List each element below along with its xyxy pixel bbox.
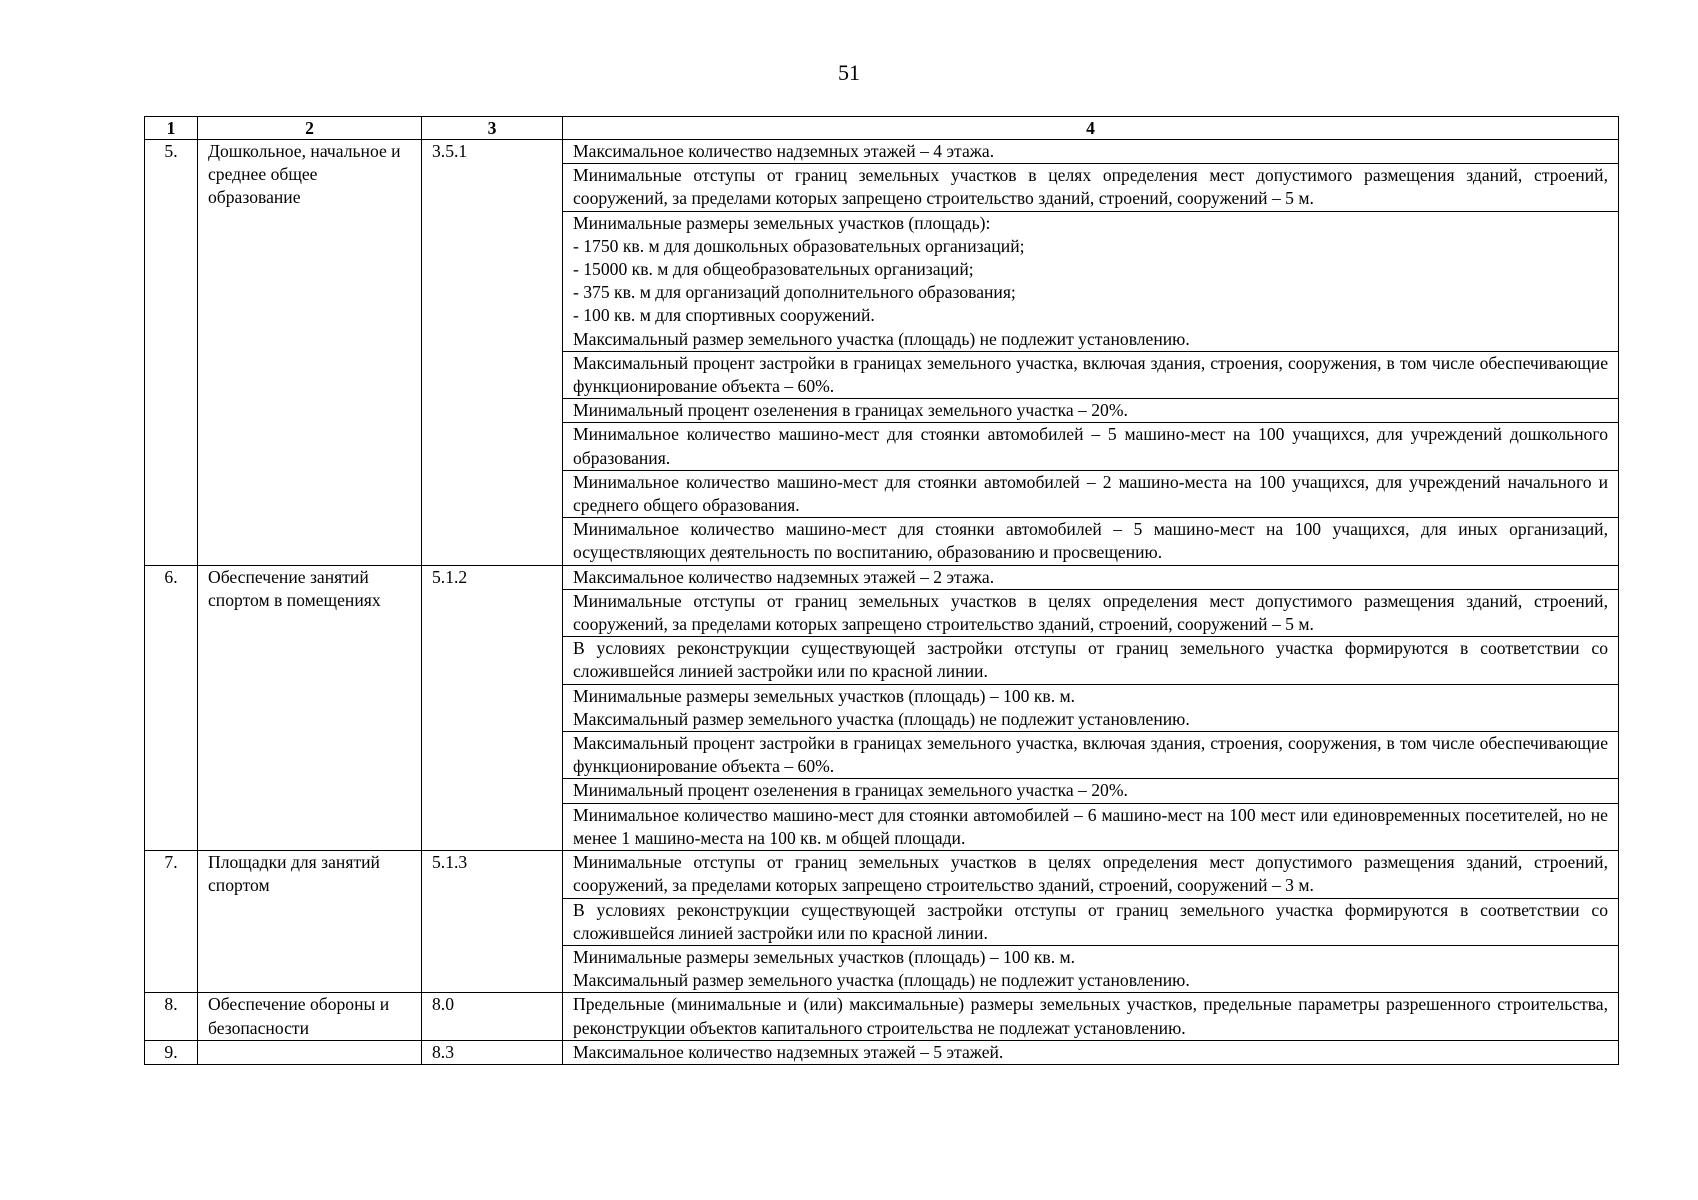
parameter-text: Минимальные размеры земельных участков (площадь) – 100 кв. м. — [573, 685, 1076, 706]
parameter-cell — [563, 164, 1619, 211]
row-number: 6. — [145, 565, 198, 850]
parameter-text: Максимальное количество надземных этажей – 4 этажа. — [573, 141, 995, 161]
header-row — [145, 117, 1619, 140]
row-number: 9. — [145, 1040, 198, 1064]
use-type-name: Площадки для занятий спортом — [198, 851, 422, 993]
use-type-code: 3.5.1 — [422, 140, 563, 566]
parameter-cell — [563, 211, 1619, 351]
use-type-code: 5.1.2 — [422, 565, 563, 850]
parameter-text: Максимальный процент застройки в границах земельного участка, включая здания, строения, сооружения, в том числе обеспечивающие функционирование объекта – 60%. — [573, 733, 1608, 777]
parameter-text: Минимальный процент озеленения в границах земельного участка – 20%. — [573, 400, 1128, 421]
parameter-cell — [563, 423, 1619, 470]
parameter-cell — [563, 399, 1619, 423]
table-row — [145, 1040, 1619, 1064]
use-type-name: Обеспечение занятий спортом в помещениях — [198, 565, 422, 850]
parameter-text: Минимальные отступы от границ земельных участков в целях определения мест допустимого размещения зданий, строений, сооружений, за пределами которых запрещено строительство зданий, строений, сооружений – 5 м. — [573, 165, 1608, 209]
parameter-text: Максимальный процент застройки в границах земельного участка, включая здания, строения, сооружения, в том числе обеспечивающие функционирование объекта – 60%. — [573, 352, 1608, 397]
use-type-name: Обеспечение обороны и безопасности — [198, 993, 422, 1040]
use-type-code: 8.3 — [422, 1040, 563, 1064]
regulations-table — [144, 116, 1619, 1065]
table-body — [145, 140, 1619, 1065]
table-row — [145, 993, 1619, 1040]
parameter-text: Минимальное количество машино-мест для стоянки автомобилей – 5 машино-мест на 100 учащихся, для иных организаций, осуществляющих деятельность по воспитанию, образованию и просвещению. — [573, 519, 1608, 563]
parameter-text: Минимальный процент озеленения в границах земельного участка – 20%. — [573, 780, 1128, 801]
parameter-text: Минимальное количество машино-мест для стоянки автомобилей – 5 машино-мест на 100 учащихся, для учреждений дошкольного образования. — [573, 424, 1608, 468]
table-row — [145, 565, 1619, 589]
parameter-text: Максимальный размер земельного участка (площадь) не подлежит установлению. — [573, 328, 1190, 349]
parameter-text: Минимальное количество машино-мест для стоянки автомобилей – 6 машино-мест на 100 мест или единовременных посетителей, но не менее 1 машино-места на 100 кв. м общей площади. — [573, 804, 1608, 848]
parameter-cell — [563, 684, 1619, 731]
parameter-text: - 375 кв. м для организаций дополнительного образования; — [573, 282, 1016, 303]
use-type-code: 8.0 — [422, 993, 563, 1040]
parameter-cell — [563, 945, 1619, 992]
parameter-cell — [563, 565, 1619, 589]
use-type-name: Дошкольное, начальное и среднее общее образование — [198, 140, 422, 566]
parameter-text: Максимальный размер земельного участка (площадь) не подлежит установлению. — [573, 970, 1190, 991]
parameter-text: Предельные (минимальные и (или) максимальные) размеры земельных участков, предельные параметры разрешенного строительства, реконструкции объектов капитального строительства не подлежат установлению. — [573, 994, 1608, 1038]
parameter-text: Максимальное количество надземных этажей – 5 этажей. — [573, 1041, 1004, 1062]
parameter-text: В условиях реконструкции существующей застройки отступы от границ земельного участка формируются в соответствии со сложившейся линией застройки или по красной линии. — [573, 638, 1608, 682]
page-number: 51 — [838, 60, 860, 85]
parameter-cell — [563, 803, 1619, 850]
parameter-text: Минимальные размеры земельных участков (площадь): — [573, 212, 991, 233]
parameter-text: - 1750 кв. м для дошкольных образовательных организаций; — [573, 235, 1025, 256]
row-number: 7. — [145, 851, 198, 993]
use-type-name — [198, 1040, 422, 1064]
row-number: 8. — [145, 993, 198, 1040]
parameter-text: Максимальное количество надземных этажей – 2 этажа. — [573, 566, 995, 587]
table-row — [145, 140, 1619, 164]
parameter-text: Минимальное количество машино-мест для стоянки автомобилей – 2 машино-места на 100 учащихся, для учреждений начального и среднего общего образования. — [573, 471, 1608, 516]
parameter-cell — [563, 732, 1619, 779]
parameter-text: Минимальные отступы от границ земельных участков в целях определения мест допустимого размещения зданий, строений, сооружений, за пределами которых запрещено строительство зданий, строений, сооружений – 5 м. — [573, 590, 1608, 635]
parameter-text: В условиях реконструкции существующей застройки отступы от границ земельного участка формируются в соответствии со сложившейся линией застройки или по красной линии. — [573, 899, 1608, 943]
parameter-cell — [563, 898, 1619, 945]
header-col-3: 3 — [422, 117, 563, 140]
parameter-text: - 100 кв. м для спортивных сооружений. — [573, 305, 875, 326]
table-row — [145, 851, 1619, 898]
parameter-cell — [563, 351, 1619, 398]
parameter-text: - 15000 кв. м для общеобразовательных организаций; — [573, 259, 974, 280]
parameter-cell — [563, 779, 1619, 803]
row-number: 5. — [145, 140, 198, 566]
header-col-4: 4 — [563, 117, 1619, 140]
header-col-1: 1 — [145, 117, 198, 140]
parameter-cell — [563, 140, 1619, 164]
use-type-code: 5.1.3 — [422, 851, 563, 993]
parameter-text: Максимальный размер земельного участка (площадь) не подлежит установлению. — [573, 708, 1190, 729]
parameter-cell — [563, 637, 1619, 684]
parameter-cell — [563, 1040, 1619, 1064]
parameter-cell — [563, 589, 1619, 636]
parameter-text: Минимальные размеры земельных участков (площадь) – 100 кв. м. — [573, 946, 1076, 967]
parameter-cell — [563, 470, 1619, 517]
parameter-cell — [563, 993, 1619, 1040]
parameter-text: Минимальные отступы от границ земельных участков в целях определения мест допустимого размещения зданий, строений, сооружений, за пределами которых запрещено строительство зданий, строений, сооружений – 3 м. — [573, 852, 1608, 896]
header-col-2: 2 — [198, 117, 422, 140]
parameter-cell — [563, 851, 1619, 898]
parameter-cell — [563, 518, 1619, 565]
